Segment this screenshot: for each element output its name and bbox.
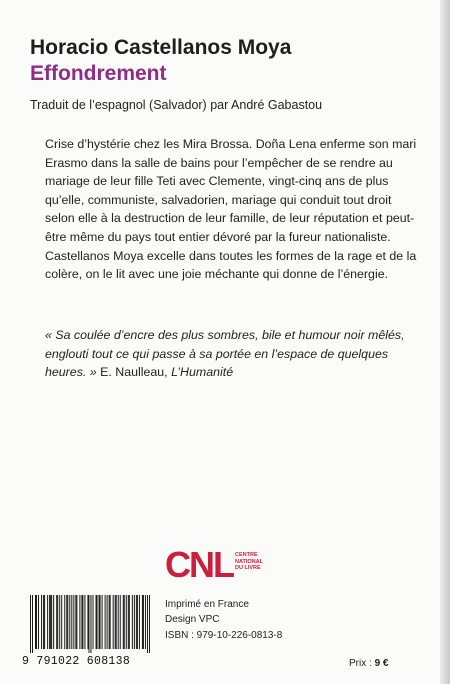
barcode-digits: 9 791022 608138 <box>22 655 131 668</box>
quote-text: « Sa coulée d’encre des plus sombres, bile et humour noir mêlés, englouti tout ce qui passe à sa portée en l’espace de quelques heures. » <box>45 328 405 380</box>
barcode-bar <box>123 595 124 649</box>
price-label: Prix : <box>349 658 375 669</box>
barcode-bar <box>115 595 116 649</box>
barcode-bar <box>128 595 129 649</box>
barcode-bar <box>64 595 65 649</box>
barcode-bar <box>51 595 52 649</box>
barcode-bar <box>49 595 50 649</box>
barcode-bar <box>87 595 88 649</box>
barcode-bar <box>76 595 77 649</box>
barcode-bar <box>67 595 68 649</box>
book-title: Effondrement <box>30 62 167 85</box>
quote-source: L’Humanité <box>171 365 234 380</box>
blurb-paragraph: Castellanos Moya excelle dans toutes les formes de la rage et de la colère, on le lit avec une joie méchante qui donne de l’énergie. <box>45 248 417 282</box>
spine-edge <box>440 0 450 684</box>
barcode-bar <box>73 595 74 649</box>
barcode-bar <box>99 595 100 649</box>
barcode-bar <box>134 595 135 649</box>
barcode-bar <box>75 595 76 649</box>
cnl-tagline-line: DU LIVRE <box>235 565 261 571</box>
barcode-bar <box>113 595 114 649</box>
barcode-bar <box>41 595 42 649</box>
barcode-bar <box>59 595 60 649</box>
barcode-bar <box>124 595 125 649</box>
barcode-bar <box>137 595 138 649</box>
barcode-bar <box>71 595 72 649</box>
barcode-bar <box>102 595 103 649</box>
print-info <box>165 597 282 643</box>
barcode-bar <box>36 595 37 649</box>
barcode-bar <box>50 595 51 649</box>
price-value: 9 € <box>374 658 389 669</box>
barcode-bar <box>126 595 127 649</box>
isbn: ISBN : 979-10-226-0813-8 <box>165 629 283 641</box>
barcode-bar <box>110 595 111 649</box>
cnl-tagline <box>235 552 263 572</box>
barcode-bar <box>142 595 143 649</box>
cnl-logo <box>165 545 285 589</box>
barcode-bar <box>38 595 39 649</box>
barcode-bar <box>145 595 146 649</box>
cnl-tagline-line: CENTRE <box>235 552 258 558</box>
barcode-bar <box>147 595 148 653</box>
barcode-bar <box>107 595 108 649</box>
barcode-bar <box>139 595 140 649</box>
barcode-bar <box>47 595 48 649</box>
blurb <box>45 135 417 284</box>
barcode-bar <box>43 595 44 649</box>
barcode <box>30 595 150 653</box>
barcode-bar <box>109 595 110 649</box>
barcode-bar <box>97 595 98 649</box>
quote-author: E. Naulleau, <box>100 365 168 380</box>
translator-credit: Traduit de l’espagnol (Salvador) par André Gabastou <box>30 98 323 112</box>
barcode-bar <box>84 595 85 649</box>
barcode-bar <box>96 595 97 649</box>
barcode-bar <box>30 595 31 653</box>
author-name: Horacio Castellanos Moya <box>30 36 292 59</box>
barcode-bar <box>136 595 137 649</box>
press-quote <box>45 326 417 382</box>
barcode-bar <box>116 595 117 649</box>
barcode-bar <box>93 595 94 649</box>
barcode-bar <box>118 595 119 649</box>
price <box>349 658 388 669</box>
barcode-bar <box>105 595 106 649</box>
printed-in: Imprimé en France <box>165 599 249 610</box>
barcode-bar <box>61 595 62 649</box>
barcode-bar <box>129 595 130 649</box>
barcode-bar <box>57 595 58 649</box>
barcode-bar <box>82 595 83 649</box>
barcode-bar <box>81 595 82 649</box>
barcode-bar <box>149 595 150 653</box>
barcode-bar <box>91 595 92 653</box>
barcode-bar <box>100 595 101 649</box>
barcode-bar <box>69 595 70 649</box>
barcode-bar <box>53 595 54 649</box>
barcode-bar <box>120 595 121 649</box>
barcode-bar <box>132 595 133 649</box>
barcode-bar <box>66 595 67 649</box>
barcode-bar <box>44 595 45 649</box>
design-credit: Design VPC <box>165 614 220 626</box>
barcode-bar <box>56 595 57 649</box>
cnl-tagline-line: NATIONAL <box>235 558 264 565</box>
barcode-bar <box>79 595 80 649</box>
barcode-bar <box>143 595 144 649</box>
barcode-bar <box>35 595 36 649</box>
cnl-letters: CNL <box>165 544 233 585</box>
blurb-paragraph: Crise d’hystérie chez les Mira Brossa. Doña Lena enferme son mari Erasmo dans la salle de bains pour l’empêcher de se rendre au mariage de leur fille Teti avec Clemente, vingt-cinq ans de plus qu’elle, communiste, salvadorien, mariage qui conduit tout droit selon elle à la destruction de leur famille, de leur réputation et peut-être même du pays tout entier dévoré par la fureur nationaliste. <box>45 137 417 244</box>
barcode-bar <box>88 595 89 653</box>
barcode-bar <box>32 595 33 653</box>
